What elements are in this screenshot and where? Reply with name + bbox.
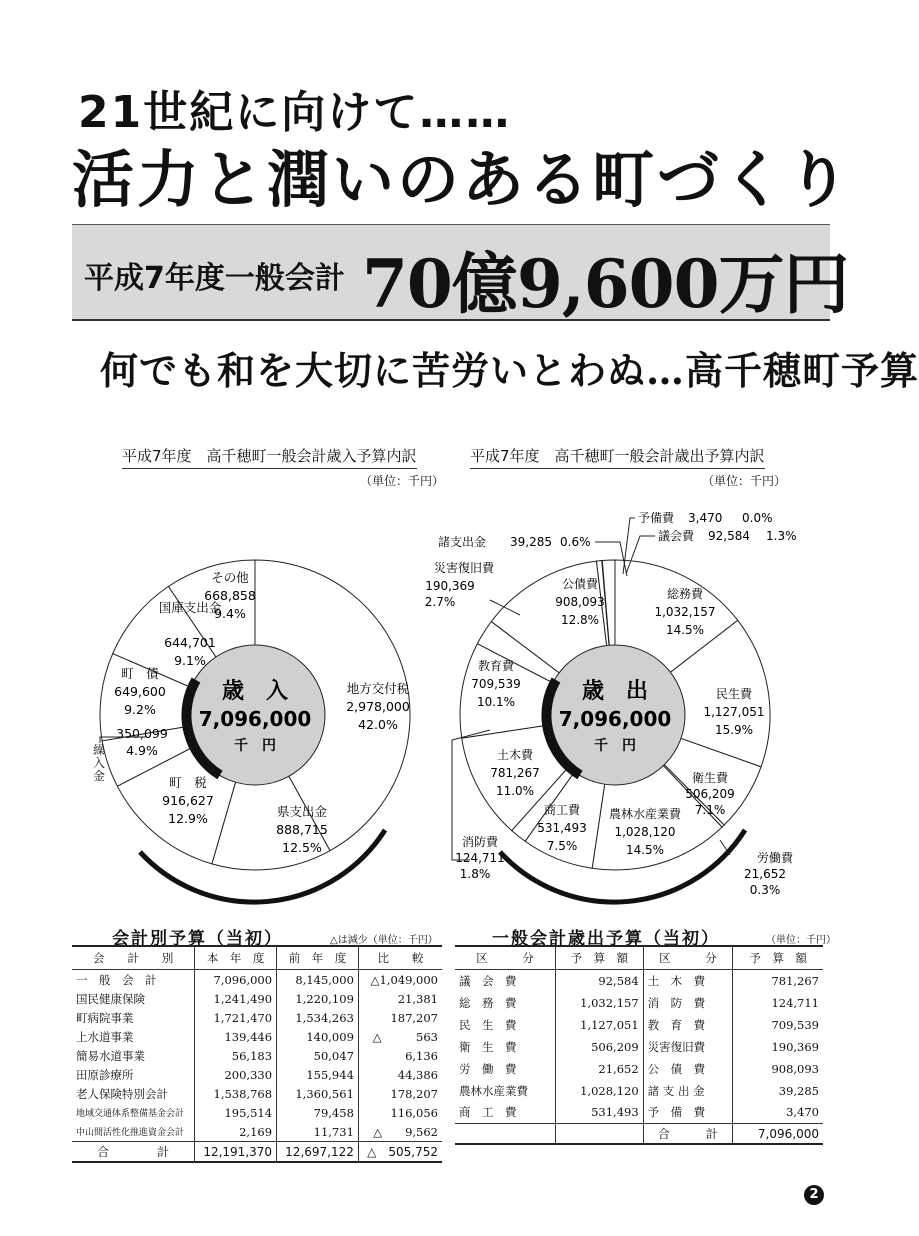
table-row bbox=[455, 1014, 823, 1036]
table-total-row bbox=[72, 1142, 442, 1163]
exp-label-amount-6: 124,711 bbox=[455, 851, 505, 865]
expense-value-right: 908,093 bbox=[733, 1058, 823, 1080]
expense-value-right: 709,539 bbox=[733, 1014, 823, 1036]
expense-center-total: 7,096,000 bbox=[558, 707, 672, 731]
rev-label-name-3: 繰入金 bbox=[92, 743, 105, 783]
revenue-center-total: 7,096,000 bbox=[198, 707, 312, 731]
exp-label-amount-1: 1,127,051 bbox=[703, 705, 765, 719]
account-header-1: 本 年 度 bbox=[195, 946, 277, 970]
rev-label-pct-1: 12.5% bbox=[282, 840, 322, 855]
account-prev: 50,047 bbox=[277, 1046, 359, 1065]
account-total-prev: 12,697,122 bbox=[277, 1142, 359, 1163]
expense-chart-unit: （単位：千円） bbox=[702, 474, 787, 488]
account-diff: △1,049,000 bbox=[358, 970, 442, 990]
account-name: 上水道事業 bbox=[76, 1029, 134, 1044]
rev-label-name-1: 県支出金 bbox=[276, 804, 328, 819]
account-table bbox=[72, 945, 442, 1163]
expense-name-right: 教 育 費 bbox=[643, 1014, 733, 1036]
expense-name-left: 議 会 費 bbox=[459, 973, 517, 988]
exp-label-name-6: 消防費 bbox=[461, 835, 499, 849]
exp-label-pct-6: 1.8% bbox=[459, 867, 491, 881]
account-prev: 140,009 bbox=[277, 1027, 359, 1046]
table-row bbox=[72, 1084, 442, 1103]
rev-label-amount-6: 668,858 bbox=[204, 588, 256, 603]
expense-table-note: （単位：千円） bbox=[766, 935, 836, 946]
rev-label-pct-5: 9.1% bbox=[174, 653, 206, 668]
account-prev: 1,360,561 bbox=[277, 1084, 359, 1103]
account-cur: 7,096,000 bbox=[195, 970, 277, 990]
table-total-row bbox=[455, 1124, 823, 1145]
table-row bbox=[72, 970, 442, 990]
exp-label-name-5: 商工費 bbox=[543, 803, 581, 817]
expense-header-1: 予 算 額 bbox=[556, 946, 644, 970]
exp-label-amount-4: 1,028,120 bbox=[614, 825, 676, 839]
table-row bbox=[72, 1046, 442, 1065]
rev-label-amount-5: 644,701 bbox=[164, 635, 216, 650]
exp-label-name-9: 災害復旧費 bbox=[433, 561, 495, 575]
slogan: 何でも和を大切に苦労いとわぬ…高千穂町予算 bbox=[100, 348, 919, 393]
account-cur: 195,514 bbox=[195, 1103, 277, 1122]
account-cur: 200,330 bbox=[195, 1065, 277, 1084]
expense-name-right: 諸 支 出 金 bbox=[643, 1080, 733, 1102]
expense-center-label: 歳 出 bbox=[581, 679, 649, 704]
expense-value-left: 506,209 bbox=[556, 1036, 644, 1058]
revenue-center-unit: 千 円 bbox=[234, 738, 276, 754]
exp-label-amount-11: 39,285 bbox=[510, 535, 552, 549]
account-diff: 6,136 bbox=[358, 1046, 442, 1065]
expense-name-right: 土 木 費 bbox=[643, 970, 733, 992]
table-row bbox=[72, 989, 442, 1008]
exp-label-name-11: 諸支出金 bbox=[438, 535, 487, 549]
revenue-chart-unit: （単位：千円） bbox=[360, 474, 445, 488]
table-row bbox=[72, 1065, 442, 1084]
expense-header-3: 予 算 額 bbox=[733, 946, 823, 970]
account-prev: 8,145,000 bbox=[277, 970, 359, 990]
account-name: 町病院事業 bbox=[76, 1010, 134, 1025]
table-row bbox=[455, 992, 823, 1014]
rev-label-amount-1: 888,715 bbox=[276, 822, 328, 837]
expense-header-0: 区 分 bbox=[455, 946, 556, 970]
exp-label-amount-12: 3,470 bbox=[688, 511, 723, 525]
exp-label-pct-9: 2.7% bbox=[424, 595, 456, 609]
expense-table-title: 一般会計歳出予算（当初） bbox=[492, 929, 720, 949]
account-table-title: 会計別予算（当初） bbox=[112, 929, 283, 949]
account-prev: 79,458 bbox=[277, 1103, 359, 1122]
expense-name-left: 衛 生 費 bbox=[459, 1039, 517, 1054]
expense-name-left: 労 働 費 bbox=[459, 1061, 517, 1076]
table-row bbox=[455, 1080, 823, 1102]
exp-label-amount-8: 709,539 bbox=[471, 677, 521, 691]
rev-label-name-2: 町 税 bbox=[169, 775, 207, 790]
account-prev: 1,220,109 bbox=[277, 989, 359, 1008]
exp-label-amount-13: 92,584 bbox=[708, 529, 750, 543]
rev-label-amount-3: 350,099 bbox=[116, 726, 168, 741]
account-diff: △ 563 bbox=[358, 1027, 442, 1046]
account-diff: △ 9,562 bbox=[358, 1122, 442, 1142]
exp-label-amount-9: 190,369 bbox=[425, 579, 475, 593]
account-total-cur: 12,191,370 bbox=[195, 1142, 277, 1163]
exp-label-name-7: 土木費 bbox=[496, 748, 534, 762]
expense-value-left: 1,032,157 bbox=[556, 992, 644, 1014]
rev-label-amount-0: 2,978,000 bbox=[346, 699, 410, 714]
account-diff: 44,386 bbox=[358, 1065, 442, 1084]
exp-label-name-12: 予備費 bbox=[638, 511, 675, 525]
account-diff: 116,056 bbox=[358, 1103, 442, 1122]
exp-label-name-10: 公債費 bbox=[561, 577, 599, 591]
budget-amount: 70億9,600万円 bbox=[362, 245, 849, 323]
budget-banner bbox=[72, 224, 849, 323]
rev-label-pct-3: 4.9% bbox=[126, 743, 158, 758]
account-name: 田原診療所 bbox=[76, 1067, 134, 1082]
page-number: 2 bbox=[804, 1185, 824, 1205]
table-row bbox=[72, 1103, 442, 1122]
exp-label-pct-1: 15.9% bbox=[714, 723, 754, 737]
expense-name-left: 民 生 費 bbox=[459, 1017, 517, 1032]
expense-name-right: 公 債 費 bbox=[643, 1058, 733, 1080]
table-row bbox=[455, 1102, 823, 1124]
exp-label-pct-7: 11.0% bbox=[495, 784, 535, 798]
rev-label-pct-4: 9.2% bbox=[124, 702, 156, 717]
table-row bbox=[72, 1027, 442, 1046]
account-prev: 11,731 bbox=[277, 1122, 359, 1142]
expense-center-unit: 千 円 bbox=[594, 738, 636, 754]
account-prev: 155,944 bbox=[277, 1065, 359, 1084]
expense-table bbox=[455, 945, 823, 1145]
expense-total-value: 7,096,000 bbox=[733, 1124, 823, 1145]
rev-leader-line bbox=[98, 735, 148, 795]
exp-label-name-8: 教育費 bbox=[477, 659, 515, 673]
expense-value-right: 3,470 bbox=[733, 1102, 823, 1124]
expense-pie-chart bbox=[424, 500, 858, 900]
account-header-0: 会 計 別 bbox=[72, 946, 195, 970]
account-name: 老人保険特別会計 bbox=[76, 1086, 168, 1101]
exp-label-pct-4: 14.5% bbox=[625, 843, 665, 857]
account-name: 地域交通体系整備基金会計 bbox=[76, 1109, 185, 1119]
account-diff: 178,207 bbox=[358, 1084, 442, 1103]
account-cur: 1,538,768 bbox=[195, 1084, 277, 1103]
rev-label-amount-4: 649,600 bbox=[114, 684, 166, 699]
table-row bbox=[455, 1036, 823, 1058]
rev-label-name-4: 町 債 bbox=[121, 666, 159, 681]
expense-name-right: 消 防 費 bbox=[643, 992, 733, 1014]
revenue-center-label: 歳 入 bbox=[221, 679, 289, 704]
exp-label-amount-10: 908,093 bbox=[555, 595, 605, 609]
rev-label-amount-2: 916,627 bbox=[162, 793, 214, 808]
exp-label-pct-0: 14.5% bbox=[665, 623, 705, 637]
exp-label-name-2: 衛生費 bbox=[691, 771, 729, 785]
headline-line1: 21世紀に向けて…… bbox=[78, 87, 512, 138]
expense-value-left: 21,652 bbox=[556, 1058, 644, 1080]
headline-line2: 活力と潤いのある町づくり bbox=[72, 143, 853, 216]
account-cur: 139,446 bbox=[195, 1027, 277, 1046]
exp-label-pct-11: 0.6% bbox=[560, 535, 591, 549]
expense-name-left: 農林水産業費 bbox=[459, 1083, 528, 1098]
expense-value-right: 190,369 bbox=[733, 1036, 823, 1058]
exp-label-name-1: 民生費 bbox=[715, 687, 753, 701]
exp-label-pct-3: 0.3% bbox=[749, 883, 781, 897]
expense-name-left: 商 工 費 bbox=[459, 1105, 517, 1120]
account-total-name: 合 計 bbox=[72, 1142, 195, 1163]
exp-label-pct-13: 1.3% bbox=[766, 529, 797, 543]
exp-label-amount-5: 531,493 bbox=[537, 821, 587, 835]
expense-value-right: 124,711 bbox=[733, 992, 823, 1014]
rev-label-pct-2: 12.9% bbox=[168, 811, 208, 826]
exp-label-name-0: 総務費 bbox=[666, 587, 704, 601]
account-prev: 1,534,263 bbox=[277, 1008, 359, 1027]
expense-value-left: 1,028,120 bbox=[556, 1080, 644, 1102]
account-total-diff: △ 505,752 bbox=[358, 1142, 442, 1163]
expense-value-left: 92,584 bbox=[556, 970, 644, 992]
account-name: 中山間活性化推進資金会計 bbox=[76, 1128, 185, 1138]
exp-label-name-3: 労働費 bbox=[756, 851, 794, 865]
revenue-pie-chart bbox=[70, 530, 430, 890]
account-header-2: 前 年 度 bbox=[277, 946, 359, 970]
rev-label-pct-6: 9.4% bbox=[214, 606, 246, 621]
account-cur: 1,241,490 bbox=[195, 989, 277, 1008]
expense-chart-title: 平成7年度 高千穂町一般会計歳出予算内訳 bbox=[470, 445, 765, 469]
rev-label-name-5: 国庫支出金 bbox=[158, 600, 222, 615]
account-diff: 187,207 bbox=[358, 1008, 442, 1027]
exp-label-name-13: 議会費 bbox=[658, 529, 695, 543]
exp-label-pct-10: 12.8% bbox=[560, 613, 600, 627]
expense-header-2: 区 分 bbox=[643, 946, 733, 970]
table-row bbox=[72, 1122, 442, 1142]
exp-label-amount-0: 1,032,157 bbox=[654, 605, 716, 619]
expense-value-right: 781,267 bbox=[733, 970, 823, 992]
account-cur: 56,183 bbox=[195, 1046, 277, 1065]
expense-name-right: 災害復旧費 bbox=[643, 1036, 733, 1058]
expense-name-left: 総 務 費 bbox=[459, 995, 517, 1010]
exp-label-pct-5: 7.5% bbox=[546, 839, 578, 853]
table-row bbox=[455, 1058, 823, 1080]
table-row bbox=[72, 1008, 442, 1027]
account-cur: 2,169 bbox=[195, 1122, 277, 1142]
rev-label-pct-0: 42.0% bbox=[358, 717, 398, 732]
table-row bbox=[455, 970, 823, 992]
account-name: 国民健康保険 bbox=[76, 991, 145, 1006]
budget-label: 平成7年度一般会計 bbox=[84, 261, 345, 296]
account-name: 簡易水道事業 bbox=[76, 1048, 145, 1063]
expense-name-right: 予 備 費 bbox=[643, 1102, 733, 1124]
expense-value-right: 39,285 bbox=[733, 1080, 823, 1102]
expense-value-left: 531,493 bbox=[556, 1102, 644, 1124]
exp-label-pct-8: 10.1% bbox=[476, 695, 516, 709]
exp-label-amount-7: 781,267 bbox=[490, 766, 540, 780]
exp-label-pct-2: 7.1% bbox=[694, 803, 726, 817]
account-header-3: 比 較 bbox=[358, 946, 442, 970]
account-name: 一 般 会 計 bbox=[76, 972, 157, 987]
revenue-chart-title: 平成7年度 高千穂町一般会計歳入予算内訳 bbox=[122, 445, 417, 469]
account-diff: 21,381 bbox=[358, 989, 442, 1008]
exp-label-amount-2: 506,209 bbox=[685, 787, 735, 801]
account-cur: 1,721,470 bbox=[195, 1008, 277, 1027]
exp-label-amount-3: 21,652 bbox=[744, 867, 786, 881]
account-table-note: △は減少（単位：千円） bbox=[330, 935, 438, 946]
expense-total-name: 合 計 bbox=[643, 1124, 733, 1145]
exp-label-name-4: 農林水産業費 bbox=[608, 807, 682, 821]
exp-label-pct-12: 0.0% bbox=[742, 511, 773, 525]
rev-label-name-0: 地方交付税 bbox=[346, 681, 410, 696]
rev-label-name-6: その他 bbox=[211, 570, 249, 585]
expense-value-left: 1,127,051 bbox=[556, 1014, 644, 1036]
